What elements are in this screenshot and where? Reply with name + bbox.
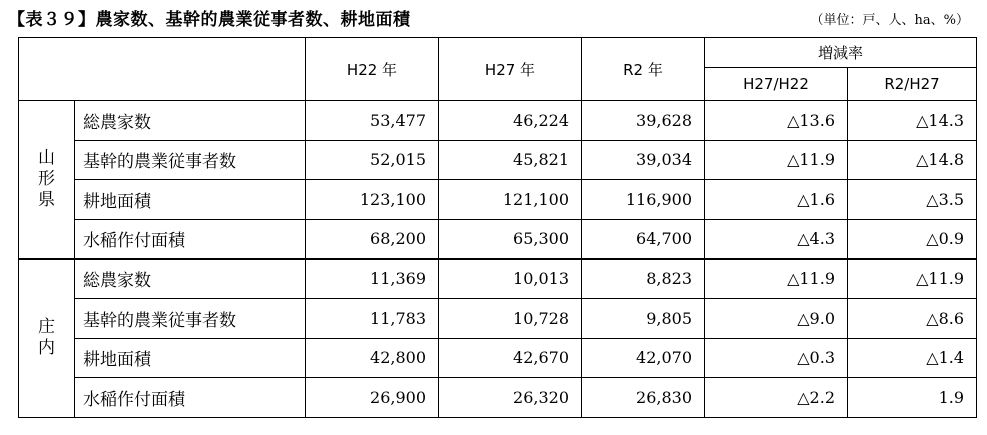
header-r2-h27: R2/H27 bbox=[848, 68, 977, 101]
rate-h27-h22: △11.9 bbox=[705, 259, 848, 299]
region-label-char: 山 bbox=[38, 147, 55, 168]
region-label-char: 県 bbox=[38, 189, 55, 210]
value-r2: 9,805 bbox=[582, 298, 705, 338]
value-h22: 42,800 bbox=[306, 338, 439, 378]
header-h22: H22 年 bbox=[306, 38, 439, 101]
rate-h27-h22: △1.6 bbox=[705, 180, 848, 220]
table-title: 【表３９】農家数、基幹的農業従事者数、耕地面積 bbox=[8, 10, 411, 30]
value-h27: 10,728 bbox=[439, 298, 582, 338]
row-label: 基幹的農業従事者数 bbox=[75, 140, 306, 180]
table-row bbox=[19, 219, 977, 259]
value-h27: 26,320 bbox=[439, 378, 582, 418]
table-row bbox=[19, 140, 977, 180]
value-r2: 39,034 bbox=[582, 140, 705, 180]
unit-note: （単位：戸、人、ha、%） bbox=[810, 13, 969, 28]
value-h27: 42,670 bbox=[439, 338, 582, 378]
value-r2: 42,070 bbox=[582, 338, 705, 378]
value-h27: 65,300 bbox=[439, 219, 582, 259]
table-row bbox=[19, 259, 977, 299]
rate-r2-h27: △8.6 bbox=[848, 298, 977, 338]
region-label-char: 庄 bbox=[38, 317, 55, 338]
rate-r2-h27: △11.9 bbox=[848, 259, 977, 299]
table-row bbox=[19, 298, 977, 338]
value-h22: 11,369 bbox=[306, 259, 439, 299]
row-label: 総農家数 bbox=[75, 101, 306, 141]
rate-h27-h22: △13.6 bbox=[705, 101, 848, 141]
rate-r2-h27: △14.8 bbox=[848, 140, 977, 180]
region-label-char: 内 bbox=[38, 338, 55, 359]
rate-r2-h27: △1.4 bbox=[848, 338, 977, 378]
value-h22: 53,477 bbox=[306, 101, 439, 141]
table-row bbox=[19, 180, 977, 220]
header-row-1 bbox=[19, 38, 977, 68]
row-label: 耕地面積 bbox=[75, 338, 306, 378]
value-r2: 64,700 bbox=[582, 219, 705, 259]
header-h27: H27 年 bbox=[439, 38, 582, 101]
value-h22: 123,100 bbox=[306, 180, 439, 220]
rate-r2-h27: △0.9 bbox=[848, 219, 977, 259]
header-change-rate: 増減率 bbox=[705, 38, 977, 68]
row-label: 基幹的農業従事者数 bbox=[75, 298, 306, 338]
region-label bbox=[19, 101, 75, 259]
farm-statistics-table bbox=[18, 37, 977, 418]
table-row bbox=[19, 101, 977, 141]
value-r2: 39,628 bbox=[582, 101, 705, 141]
row-label: 水稲作付面積 bbox=[75, 219, 306, 259]
rate-r2-h27: △14.3 bbox=[848, 101, 977, 141]
value-h27: 10,013 bbox=[439, 259, 582, 299]
header-h27-h22: H27/H22 bbox=[705, 68, 848, 101]
value-h27: 121,100 bbox=[439, 180, 582, 220]
rate-h27-h22: △0.3 bbox=[705, 338, 848, 378]
value-r2: 8,823 bbox=[582, 259, 705, 299]
region-label-char: 形 bbox=[38, 168, 55, 189]
value-h27: 46,224 bbox=[439, 101, 582, 141]
value-h22: 68,200 bbox=[306, 219, 439, 259]
rate-h27-h22: △9.0 bbox=[705, 298, 848, 338]
region-label bbox=[19, 259, 75, 417]
group-shonai bbox=[19, 259, 977, 417]
row-label: 耕地面積 bbox=[75, 180, 306, 220]
rate-h27-h22: △11.9 bbox=[705, 140, 848, 180]
value-h27: 45,821 bbox=[439, 140, 582, 180]
value-h22: 11,783 bbox=[306, 298, 439, 338]
table-row bbox=[19, 378, 977, 418]
row-label: 水稲作付面積 bbox=[75, 378, 306, 418]
row-label: 総農家数 bbox=[75, 259, 306, 299]
table-row bbox=[19, 338, 977, 378]
value-h22: 52,015 bbox=[306, 140, 439, 180]
header-blank bbox=[19, 38, 306, 101]
header-r2: R2 年 bbox=[582, 38, 705, 101]
value-r2: 116,900 bbox=[582, 180, 705, 220]
rate-h27-h22: △4.3 bbox=[705, 219, 848, 259]
rate-r2-h27: 1.9 bbox=[848, 378, 977, 418]
value-r2: 26,830 bbox=[582, 378, 705, 418]
rate-h27-h22: △2.2 bbox=[705, 378, 848, 418]
group-yamagata bbox=[19, 101, 977, 259]
rate-r2-h27: △3.5 bbox=[848, 180, 977, 220]
value-h22: 26,900 bbox=[306, 378, 439, 418]
